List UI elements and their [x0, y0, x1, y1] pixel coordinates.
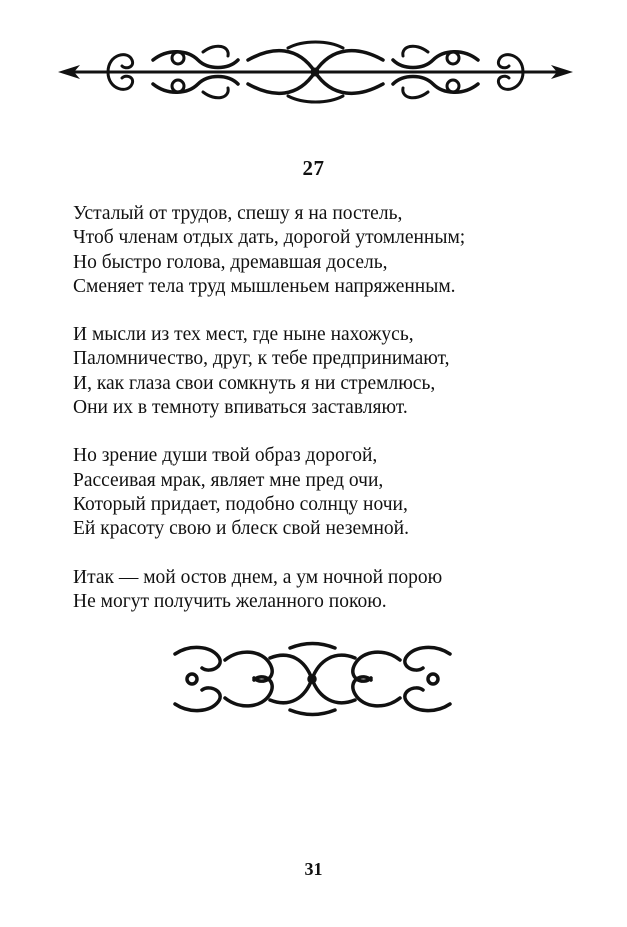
poem-line: Но зрение души твой образ дорогой, — [73, 445, 378, 467]
stanza-3 — [73, 444, 573, 541]
poem — [73, 202, 573, 638]
stanza-4 — [73, 566, 573, 615]
poem-line: И, как глаза свои сомкнуть я ни стремлюсь, — [73, 372, 436, 394]
page-number: 31 — [304, 859, 323, 879]
poem-line: Сменяет тела труд мышленьем напряженным. — [73, 275, 456, 297]
poem-line: Паломничество, друг, к тебе предпринимают, — [73, 348, 450, 370]
poem-line: Они их в темноту впиваться заставляют. — [73, 397, 408, 419]
poem-line: Который придает, подобно солнцу ночи, — [73, 493, 408, 515]
poem-line: Чтоб членам отдых дать, дорогой утомленным; — [73, 227, 466, 249]
poem-line: Ей красоту свою и блеск свой неземной. — [73, 518, 409, 540]
ornament-bottom-icon — [170, 640, 455, 718]
poem-line: Не могут получить желанного покою. — [73, 590, 387, 612]
stanza-2 — [73, 323, 573, 420]
poem-line: Усталый от трудов, спешу я на постель, — [73, 203, 403, 224]
ornament-top-icon — [58, 40, 573, 108]
poem-line: Но быстро голова, дремавшая досель, — [73, 251, 388, 273]
poem-line: Итак — мой остов днем, а ум ночной порою — [73, 566, 443, 588]
sonnet-number: 27 — [302, 156, 325, 180]
stanza-1 — [73, 202, 573, 299]
poem-line: Рассеивая мрак, являет мне пред очи, — [73, 469, 384, 491]
poem-line: И мысли из тех мест, где ныне нахожусь, — [73, 324, 414, 346]
